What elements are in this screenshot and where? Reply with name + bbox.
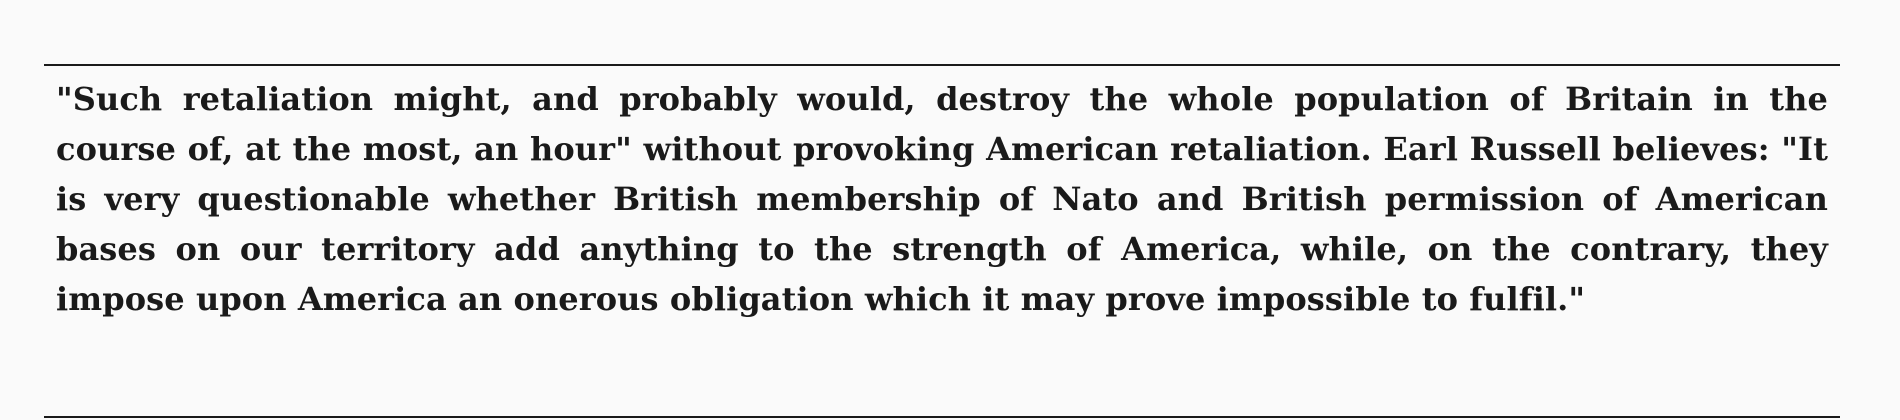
bottom-horizontal-rule xyxy=(44,416,1840,418)
quote-paragraph: "Such retaliation might, and probably would, destroy the whole population of Britain in the course of, at the most, an hour" without provoking American retaliation. Earl Russell believes: "It is very questionable whether British membership of Nato and British permission of American bases on our territory add anything to the strength of America, while, on the contrary, they impose upon America an onerous obligation which it may prove impossible to fulfil." xyxy=(56,80,1828,318)
top-horizontal-rule xyxy=(44,64,1840,66)
